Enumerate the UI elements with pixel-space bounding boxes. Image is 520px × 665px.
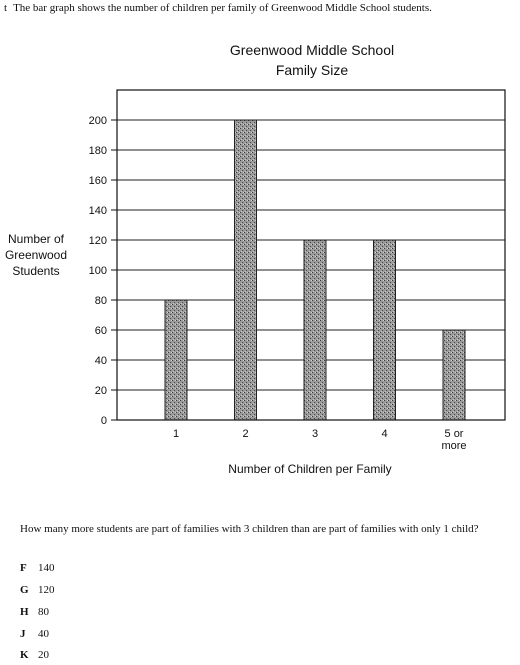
choice-letter: J [20, 628, 26, 640]
y-tick-label: 80 [94, 295, 107, 307]
intro-sentence: The bar graph shows the number of children per family of Greenwood Middle School students. [13, 2, 432, 14]
x-tick-labels [173, 428, 467, 452]
y-tick-label: 140 [88, 205, 107, 217]
bar [304, 240, 326, 420]
question-text: How many more students are part of families with 3 children than are part of families with only 1 child? [20, 523, 479, 535]
choice-value: 120 [38, 584, 55, 596]
chart-subtitle: Family Size [275, 62, 349, 78]
y-axis-label-line: Greenwood [4, 248, 68, 262]
y-tick-label: 20 [94, 385, 107, 397]
y-tick-label: 40 [94, 355, 107, 367]
y-tick-label: 100 [88, 265, 107, 277]
bar [443, 330, 465, 420]
x-axis-label: Number of Children per Family [228, 462, 392, 476]
y-tick-label: 200 [88, 115, 107, 127]
choice-value: 80 [38, 606, 49, 618]
x-tick-label: 2 [242, 428, 249, 440]
y-axis-label-line: Number of [7, 232, 65, 246]
choice-letter: F [20, 562, 27, 574]
y-tick-label: 60 [94, 325, 107, 337]
answer-choice-k[interactable] [20, 649, 49, 661]
chart-title: Greenwood Middle School [229, 42, 395, 58]
y-axis-label-line: Students [12, 264, 60, 278]
choice-value: 20 [38, 649, 49, 661]
answer-choice-j[interactable] [20, 628, 49, 640]
question-marker: t [4, 2, 8, 14]
choice-value: 140 [38, 562, 55, 574]
y-tick-labels [89, 115, 107, 427]
choice-letter: H [20, 606, 29, 618]
bar [165, 300, 187, 420]
y-tick-label: 120 [88, 235, 107, 247]
choice-value: 40 [38, 628, 49, 640]
x-tick-label: 5 or [444, 428, 464, 440]
x-tick-label: 1 [172, 428, 180, 440]
x-tick-label: more [441, 440, 467, 452]
x-tick-label: 4 [381, 428, 388, 440]
y-tick-label: 0 [100, 415, 107, 427]
bar [374, 240, 396, 420]
answer-choice-f[interactable] [20, 562, 55, 574]
choice-letter: G [20, 584, 29, 596]
answer-choice-g[interactable] [20, 584, 55, 596]
bar [235, 120, 257, 420]
y-tick-label: 160 [88, 175, 107, 187]
choice-letter: K [20, 649, 29, 661]
y-tick-label: 180 [88, 145, 107, 157]
x-tick-label: 3 [311, 428, 319, 440]
answer-choice-h[interactable] [20, 606, 49, 618]
y-axis-label [5, 232, 67, 278]
